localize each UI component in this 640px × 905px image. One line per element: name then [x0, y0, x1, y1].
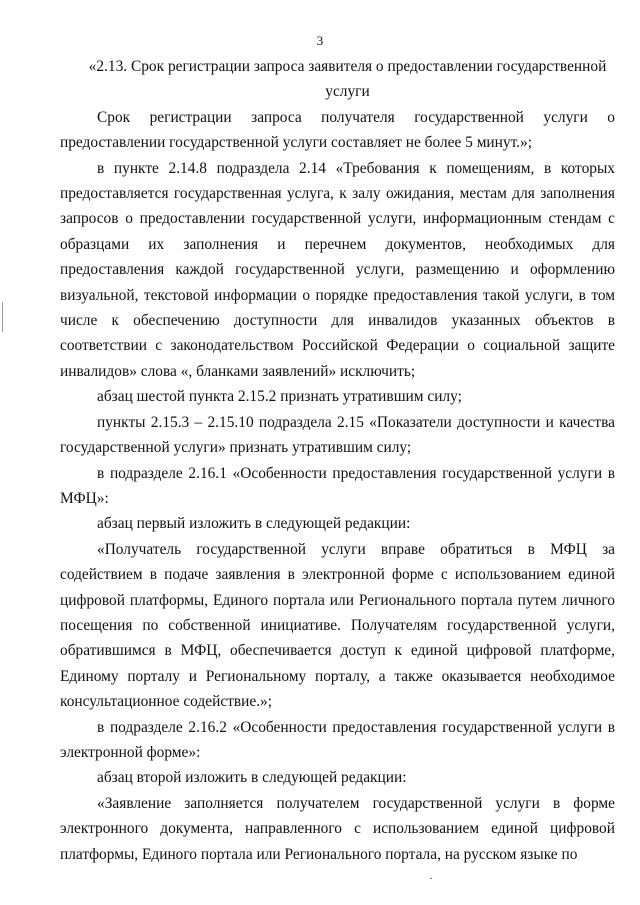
paragraph: абзац первый изложить в следующей редакции: [97, 515, 411, 533]
document-body [60, 54, 615, 867]
page-number: 3 [316, 33, 324, 48]
paragraph: «Получатель государственной услуги вправе обратиться в МФЦ за содействием в подаче заявления в электронной форме с использованием единой цифровой платформы, Единого портала или Регионального портала путем личного посещения по собственной инициативе. Получателям государственной услуги, обратившимся в МФЦ, обеспечивается доступ к единой цифровой платформе, Единому порталу и Региональному порталу, а также оказывается необходимое консультационное содействие.»; [60, 540, 615, 711]
paragraph: абзац шестой пункта 2.15.2 признать утратившим силу; [97, 388, 462, 406]
scan-margin-mark [2, 302, 3, 332]
section-heading: «2.13. Срок регистрации запроса заявителя о предоставлении государственной услуги [88, 58, 607, 101]
scan-speck [430, 878, 432, 879]
paragraph: Срок регистрации запроса получателя государственной услуги о предоставлении государственной услуги составляет не более 5 минут.»; [60, 108, 615, 152]
paragraph: абзац второй изложить в следующей редакции: [97, 769, 407, 787]
paragraph: пункты 2.15.3 – 2.15.10 подраздела 2.15 «Показатели доступности и качества государственной услуги» признать утратившим силу; [60, 413, 615, 457]
paragraph: «Заявление заполняется получателем государственной услуги в форме электронного документа, направленного с использованием единой цифровой платформы, Единого портала или Регионального портала, на русском языке по [60, 794, 615, 863]
paragraph: в подразделе 2.16.2 «Особенности предоставления государственной услуги в электронной форме»: [60, 718, 615, 761]
paragraph: в пункте 2.14.8 подраздела 2.14 «Требования к помещениям, в которых предоставляется государственная услуга, к залу ожидания, местам для заполнения запросов о предоставлении государственной услуги, информационным стендам с образцами их заполнения и перечнем документов, необходимых для предоставления каждой государственной услуги, размещению и оформлению визуальной, текстовой информации о порядке предоставления такой услуги, в том числе к обеспечению доступности для инвалидов указанных объектов в соответствии с законодательством Российской Федерации о социальной защите инвалидов» слова «, бланками заявлений» исключить; [60, 159, 615, 380]
paragraph: в подразделе 2.16.1 «Особенности предоставления государственной услуги в МФЦ»: [60, 464, 615, 507]
